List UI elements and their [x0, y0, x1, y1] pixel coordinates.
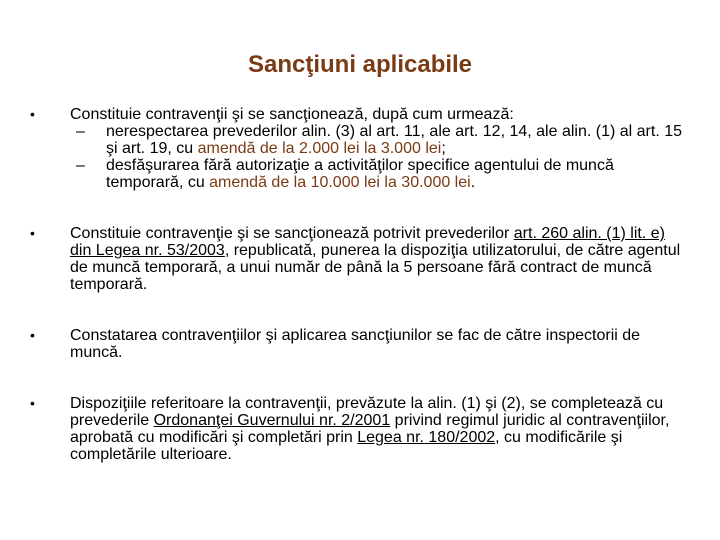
law-reference-link[interactable]: Legea nr. 180/2002 — [357, 429, 496, 446]
sub-item-text: desfăşurarea fără autorizaţie a activităţilor specifice agentului de muncă temporară, cu — [106, 157, 614, 191]
fine-amount: amendă de la 2.000 lei la 3.000 lei — [197, 140, 442, 157]
bullet-item — [30, 395, 690, 463]
sub-list — [70, 123, 690, 191]
ordinance-reference-link[interactable]: Ordonanţei Guvernului nr. 2/2001 — [153, 412, 391, 429]
bullet-dot-icon: • — [30, 225, 35, 241]
slide-title: Sancţiuni aplicabile — [247, 51, 473, 78]
sub-item — [70, 123, 690, 157]
bullet-text-end: , republicată, punerea la dispoziţia utilizatorului, de către agentul de muncă temporară, a unui număr de până la 5 persoane fără contract de muncă temporară. — [70, 242, 681, 293]
bullet-dot-icon: • — [30, 327, 35, 343]
bullet-list — [30, 106, 690, 463]
sub-item-end: . — [470, 174, 476, 191]
bullet-text-end: , cu modificările şi completările ulterioare. — [70, 429, 623, 463]
bullet-text: Constituie contravenţie şi se sancţionează potrivit prevederilor — [70, 225, 514, 242]
dash-icon: – — [76, 157, 85, 174]
bullet-item — [30, 225, 690, 293]
sub-item-text: nerespectarea prevederilor alin. (3) al art. 11, ale art. 12, 14, ale alin. (1) al art. 15 şi art. 19, cu — [106, 123, 683, 157]
bullet-text: Dispoziţiile referitoare la contravenţii, prevăzute la alin. (1) şi (2), se completează cu prevederile — [70, 395, 664, 429]
law-reference-link[interactable]: art. 260 alin. (1) lit. e) din Legea nr. 53/2003 — [70, 225, 665, 259]
bullet-item — [30, 106, 690, 191]
fine-amount: amendă de la 10.000 lei la 30.000 lei — [209, 174, 471, 191]
bullet-text: Constatarea contravenţiilor şi aplicarea sancţiunilor se fac de către inspectorii de muncă. — [70, 327, 641, 361]
bullet-dot-icon: • — [30, 395, 35, 411]
bullet-text: Constituie contravenţii şi se sancţionează, după cum urmează: — [70, 106, 514, 123]
bullet-text-mid: privind regimul juridic al contravenţiilor, aprobată cu modificări şi completări prin — [70, 412, 670, 446]
bullet-item — [30, 327, 690, 361]
sub-item-end: ; — [441, 140, 446, 157]
bullet-dot-icon: • — [30, 106, 35, 122]
dash-icon: – — [76, 123, 85, 140]
sub-item — [70, 157, 690, 191]
